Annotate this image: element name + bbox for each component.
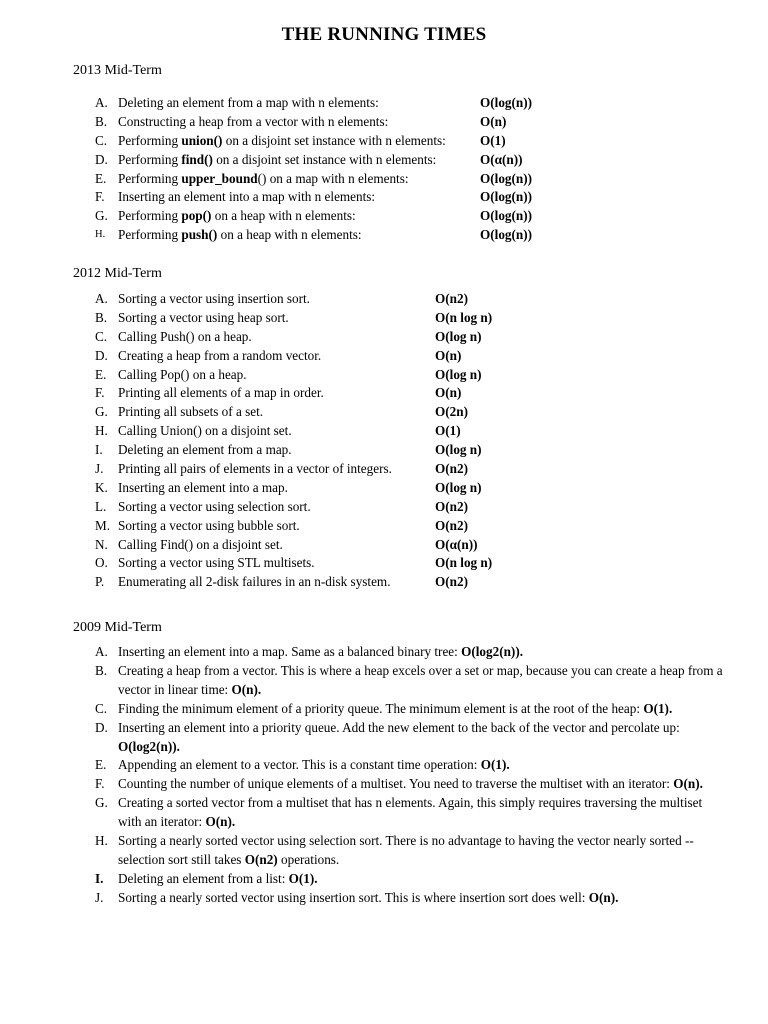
list-item xyxy=(95,870,728,889)
list-item xyxy=(95,719,728,757)
item-label: C. xyxy=(95,132,108,148)
item-function: pop() xyxy=(181,208,212,224)
item-complexity: O(n). xyxy=(673,776,703,792)
item-label: E. xyxy=(95,757,107,773)
item-text-tail: on a heap with n elements: xyxy=(217,227,362,243)
item-label: D. xyxy=(95,347,108,363)
item-complexity: O(1). xyxy=(643,700,673,716)
item-text: Calling Push() on a heap. xyxy=(118,328,252,344)
list-item xyxy=(95,662,728,700)
item-text: Sorting a vector using selection sort. xyxy=(118,498,311,514)
item-text: Performing xyxy=(118,208,182,224)
item-text: Counting the number of unique elements of a multiset. You need to traverse the multiset with an iterator: xyxy=(118,776,674,792)
item-complexity: O(log(n)) xyxy=(480,227,533,243)
item-text: Sorting a nearly sorted vector using insertion sort. This is where insertion sort does well: xyxy=(118,889,589,905)
list-item xyxy=(95,832,728,870)
item-text: Sorting a vector using STL multisets. xyxy=(118,555,315,571)
item-text-tail: () on a map with n elements: xyxy=(257,170,409,186)
list-item xyxy=(95,643,728,662)
item-label: H. xyxy=(95,833,108,849)
section-heading-2009: 2009 Mid-Term xyxy=(73,620,162,635)
list-item xyxy=(95,889,728,908)
item-text: Sorting a vector using heap sort. xyxy=(118,309,289,325)
item-text-tail: on a disjoint set instance with n elements: xyxy=(222,132,446,148)
item-complexity: O(log n) xyxy=(435,328,482,344)
item-complexity: O(2n) xyxy=(435,404,468,420)
item-complexity: O(n2) xyxy=(435,498,468,514)
list-item xyxy=(95,756,728,775)
item-text: Performing xyxy=(118,132,182,148)
item-complexity: O(n). xyxy=(231,681,262,697)
item-text: Printing all elements of a map in order. xyxy=(118,385,324,401)
item-label: F. xyxy=(95,385,105,401)
item-complexity: O(1) xyxy=(435,423,461,439)
item-complexity: O(log(n)) xyxy=(480,208,533,224)
item-label: E. xyxy=(95,170,107,186)
item-text: Calling Pop() on a heap. xyxy=(118,366,247,382)
item-label: K. xyxy=(95,479,108,495)
item-complexity: O(log(n)) xyxy=(480,95,533,110)
item-label: H. xyxy=(95,229,106,241)
item-complexity: O(1) xyxy=(480,132,506,148)
item-complexity: O(α(n)) xyxy=(480,151,523,167)
item-text: Inserting an element into a map. Same as a balanced binary tree: xyxy=(118,644,462,659)
item-function: push() xyxy=(181,227,218,243)
item-complexity: O(n2) xyxy=(435,291,468,306)
item-complexity: O(n2) xyxy=(435,461,468,477)
item-complexity: O(1). xyxy=(480,757,510,773)
item-text-tail: on a disjoint set instance with n elements: xyxy=(212,151,437,167)
page-title: THE RUNNING TIMES xyxy=(281,24,487,45)
item-label: D. xyxy=(95,719,108,735)
list-item xyxy=(95,700,728,719)
item-complexity: O(n2) xyxy=(244,851,278,867)
item-text: Performing xyxy=(118,227,182,243)
item-label: P. xyxy=(95,574,105,590)
item-label: A. xyxy=(95,644,108,659)
item-function: upper_bound xyxy=(181,170,258,186)
item-complexity: O(n) xyxy=(480,113,507,129)
item-label: B. xyxy=(95,113,108,129)
item-complexity: O(log(n)) xyxy=(480,170,533,186)
item-label: B. xyxy=(95,309,108,325)
item-label: L. xyxy=(95,498,107,514)
item-complexity: O(1). xyxy=(288,870,318,886)
item-text: Printing all pairs of elements in a vector of integers. xyxy=(118,461,392,477)
list-2009 xyxy=(95,643,728,908)
item-text: Creating a heap from a vector. This is where a heap excels over a set or map, because you can create a heap from a vector in linear time: xyxy=(118,662,723,697)
item-complexity: O(n). xyxy=(588,889,619,905)
item-text: Deleting an element from a list: xyxy=(118,870,289,886)
list-item xyxy=(95,794,728,832)
item-label: M. xyxy=(95,517,111,533)
item-text: Constructing a heap from a vector with n elements: xyxy=(118,113,389,129)
item-label: J. xyxy=(95,889,104,905)
item-text: Calling Find() on a disjoint set. xyxy=(118,536,283,552)
section-heading-2013: 2013 Mid-Term xyxy=(73,63,162,78)
item-label: F. xyxy=(95,189,105,205)
item-function: find() xyxy=(181,151,213,167)
item-text-tail: operations. xyxy=(277,851,340,867)
item-text: Appending an element to a vector. This is a constant time operation: xyxy=(118,757,481,773)
item-text: Finding the minimum element of a priority queue. The minimum element is at the root of the heap: xyxy=(118,700,644,716)
item-label: G. xyxy=(95,795,108,811)
item-label: F. xyxy=(95,776,105,792)
item-complexity: O(n2) xyxy=(435,517,468,533)
item-text: Printing all subsets of a set. xyxy=(118,404,264,420)
item-label: O. xyxy=(95,555,108,571)
item-complexity: O(log n) xyxy=(435,442,482,458)
item-complexity: O(log2(n)). xyxy=(461,644,524,659)
item-complexity: O(log n) xyxy=(435,366,482,382)
item-label: H. xyxy=(95,423,108,439)
item-label: J. xyxy=(95,461,104,477)
section-heading-2012: 2012 Mid-Term xyxy=(73,266,162,281)
item-label: D. xyxy=(95,151,108,167)
item-label: B. xyxy=(95,662,108,678)
item-label: I. xyxy=(95,870,104,886)
item-label: G. xyxy=(95,404,108,420)
item-text: Deleting an element from a map. xyxy=(118,442,292,458)
item-text: Creating a heap from a random vector. xyxy=(118,347,322,363)
item-label: A. xyxy=(95,291,108,306)
item-label: G. xyxy=(95,208,108,224)
item-text-tail: on a heap with n elements: xyxy=(211,208,356,224)
item-text: Enumerating all 2-disk failures in an n-disk system. xyxy=(118,574,391,590)
item-text: Inserting an element into a map. xyxy=(118,479,288,495)
item-complexity: O(n log n) xyxy=(435,555,493,571)
item-label: I. xyxy=(95,442,103,458)
item-text: Deleting an element from a map with n elements: xyxy=(118,95,379,110)
item-text: Performing xyxy=(118,151,182,167)
item-text: Sorting a nearly sorted vector using selection sort. There is no advantage to having the vector nearly sorted -- selection sort still takes xyxy=(118,833,694,867)
item-text: Inserting an element into a map with n elements: xyxy=(118,189,376,205)
item-complexity: O(n log n) xyxy=(435,309,493,325)
item-text: Calling Union() on a disjoint set. xyxy=(118,423,292,439)
item-complexity: O(n) xyxy=(435,347,462,363)
item-label: C. xyxy=(95,700,108,716)
item-text: Inserting an element into a priority queue. Add the new element to the back of the vector and percolate up: xyxy=(118,719,680,735)
item-text: Sorting a vector using insertion sort. xyxy=(118,291,310,306)
item-complexity: O(log n) xyxy=(435,479,482,495)
list-item xyxy=(95,775,728,794)
item-label: C. xyxy=(95,328,108,344)
item-label: N. xyxy=(95,536,108,552)
item-label: A. xyxy=(95,95,108,110)
item-label: E. xyxy=(95,366,107,382)
item-complexity: O(n). xyxy=(205,814,236,830)
item-text: Performing xyxy=(118,170,182,186)
item-complexity: O(log(n)) xyxy=(480,189,533,205)
item-complexity: O(log2(n)). xyxy=(118,738,180,754)
item-complexity: O(α(n)) xyxy=(435,536,478,552)
item-text: Sorting a vector using bubble sort. xyxy=(118,517,300,533)
item-text: Creating a sorted vector from a multiset that has n elements. Again, this simply requires traversing the multiset with an iterator: xyxy=(118,795,703,830)
item-complexity: O(n) xyxy=(435,385,462,401)
item-function: union() xyxy=(181,132,223,148)
item-complexity: O(n2) xyxy=(435,574,468,590)
